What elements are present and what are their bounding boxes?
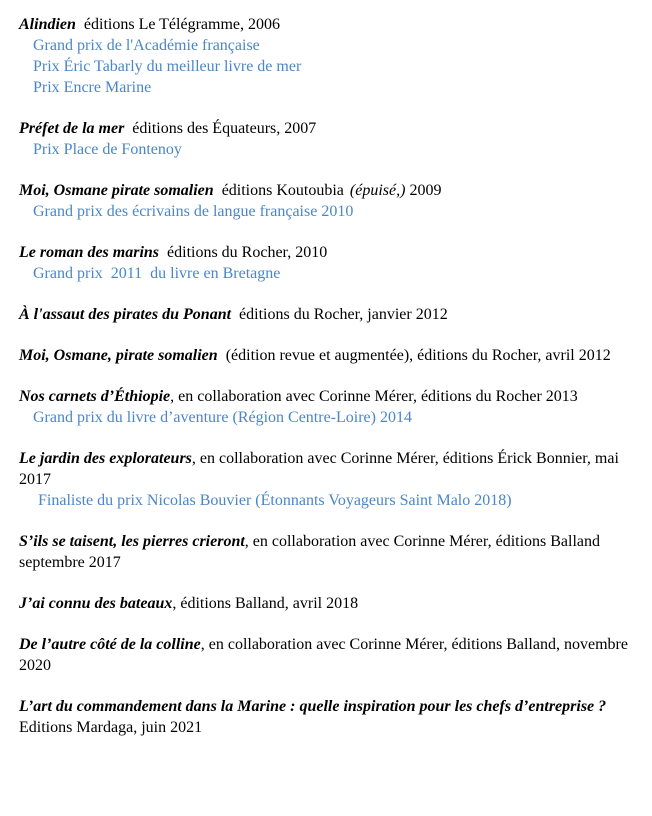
book-title: Moi, Osmane, pirate somalien (19, 347, 218, 364)
book-title: L’art du commandement dans la Marine : quelle inspiration pour les chefs d’entreprise ? (19, 698, 607, 715)
book-year: 2009 (409, 182, 442, 199)
book-entry (19, 634, 647, 676)
book-entry (19, 304, 647, 325)
prize-item: Finaliste du prix Nicolas Bouvier (Étonnants Voyageurs Saint Malo 2018) (38, 492, 512, 509)
book-details: éditions des Équateurs, 2007 (132, 120, 317, 137)
book-title: Moi, Osmane pirate somalien (19, 182, 214, 199)
book-entry (19, 242, 647, 284)
prize-item: Prix Encre Marine (33, 79, 152, 96)
prize-item: Prix Éric Tabarly du meilleur livre de mer (33, 58, 302, 75)
book-entry (19, 14, 647, 98)
book-details: (édition revue et augmentée), éditions du Rocher, avril 2012 (225, 347, 611, 364)
book-title: Alindien (19, 16, 76, 33)
prize-item: Grand prix de l'Académie française (33, 37, 260, 54)
book-details: , en collaboration avec Corinne Mérer, éditions du Rocher 2013 (170, 388, 578, 405)
prize-item: Grand prix 2011 du livre en Bretagne (33, 265, 281, 282)
book-entry (19, 345, 647, 366)
book-title: J’ai connu des bateaux (19, 595, 173, 612)
book-title: Le roman des marins (19, 244, 160, 261)
book-title: À l'assaut des pirates du Ponant (19, 306, 232, 323)
book-details: , en collaboration avec Corinne Mérer, éditions Balland, novembre 2020 (19, 636, 628, 674)
book-entry (19, 696, 647, 738)
book-entry (19, 531, 647, 573)
book-details: Editions Mardaga, juin 2021 (19, 719, 203, 736)
book-title: S’ils se taisent, les pierres crieront (19, 533, 245, 550)
book-entry (19, 118, 647, 160)
prize-item: Grand prix du livre d’aventure (Région Centre-Loire) 2014 (33, 409, 412, 426)
prize-item: Grand prix des écrivains de langue française 2010 (33, 203, 354, 220)
book-title: De l’autre côté de la colline (19, 636, 201, 653)
book-details: éditions Koutoubia (221, 182, 344, 199)
book-details: éditions du Rocher, 2010 (167, 244, 328, 261)
book-details: , éditions Balland, avril 2018 (172, 595, 359, 612)
book-entry (19, 180, 647, 222)
book-details: , en collaboration avec Corinne Mérer, éditions Balland septembre 2017 (19, 533, 601, 571)
book-details: éditions Le Télégramme, 2006 (83, 16, 280, 33)
book-title: Préfet de la mer (19, 120, 125, 137)
book-entry (19, 448, 647, 511)
book-status: (épuisé,) (349, 182, 406, 199)
book-title: Nos carnets d’Éthiopie (19, 388, 171, 405)
bibliography-list (19, 14, 647, 758)
book-entry (19, 593, 647, 614)
book-title: Le jardin des explorateurs (19, 450, 192, 467)
book-details: , en collaboration avec Corinne Mérer, éditions Érick Bonnier, mai 2017 (19, 450, 619, 488)
book-details: éditions du Rocher, janvier 2012 (239, 306, 448, 323)
book-entry (19, 386, 647, 428)
prize-item: Prix Place de Fontenoy (33, 141, 182, 158)
